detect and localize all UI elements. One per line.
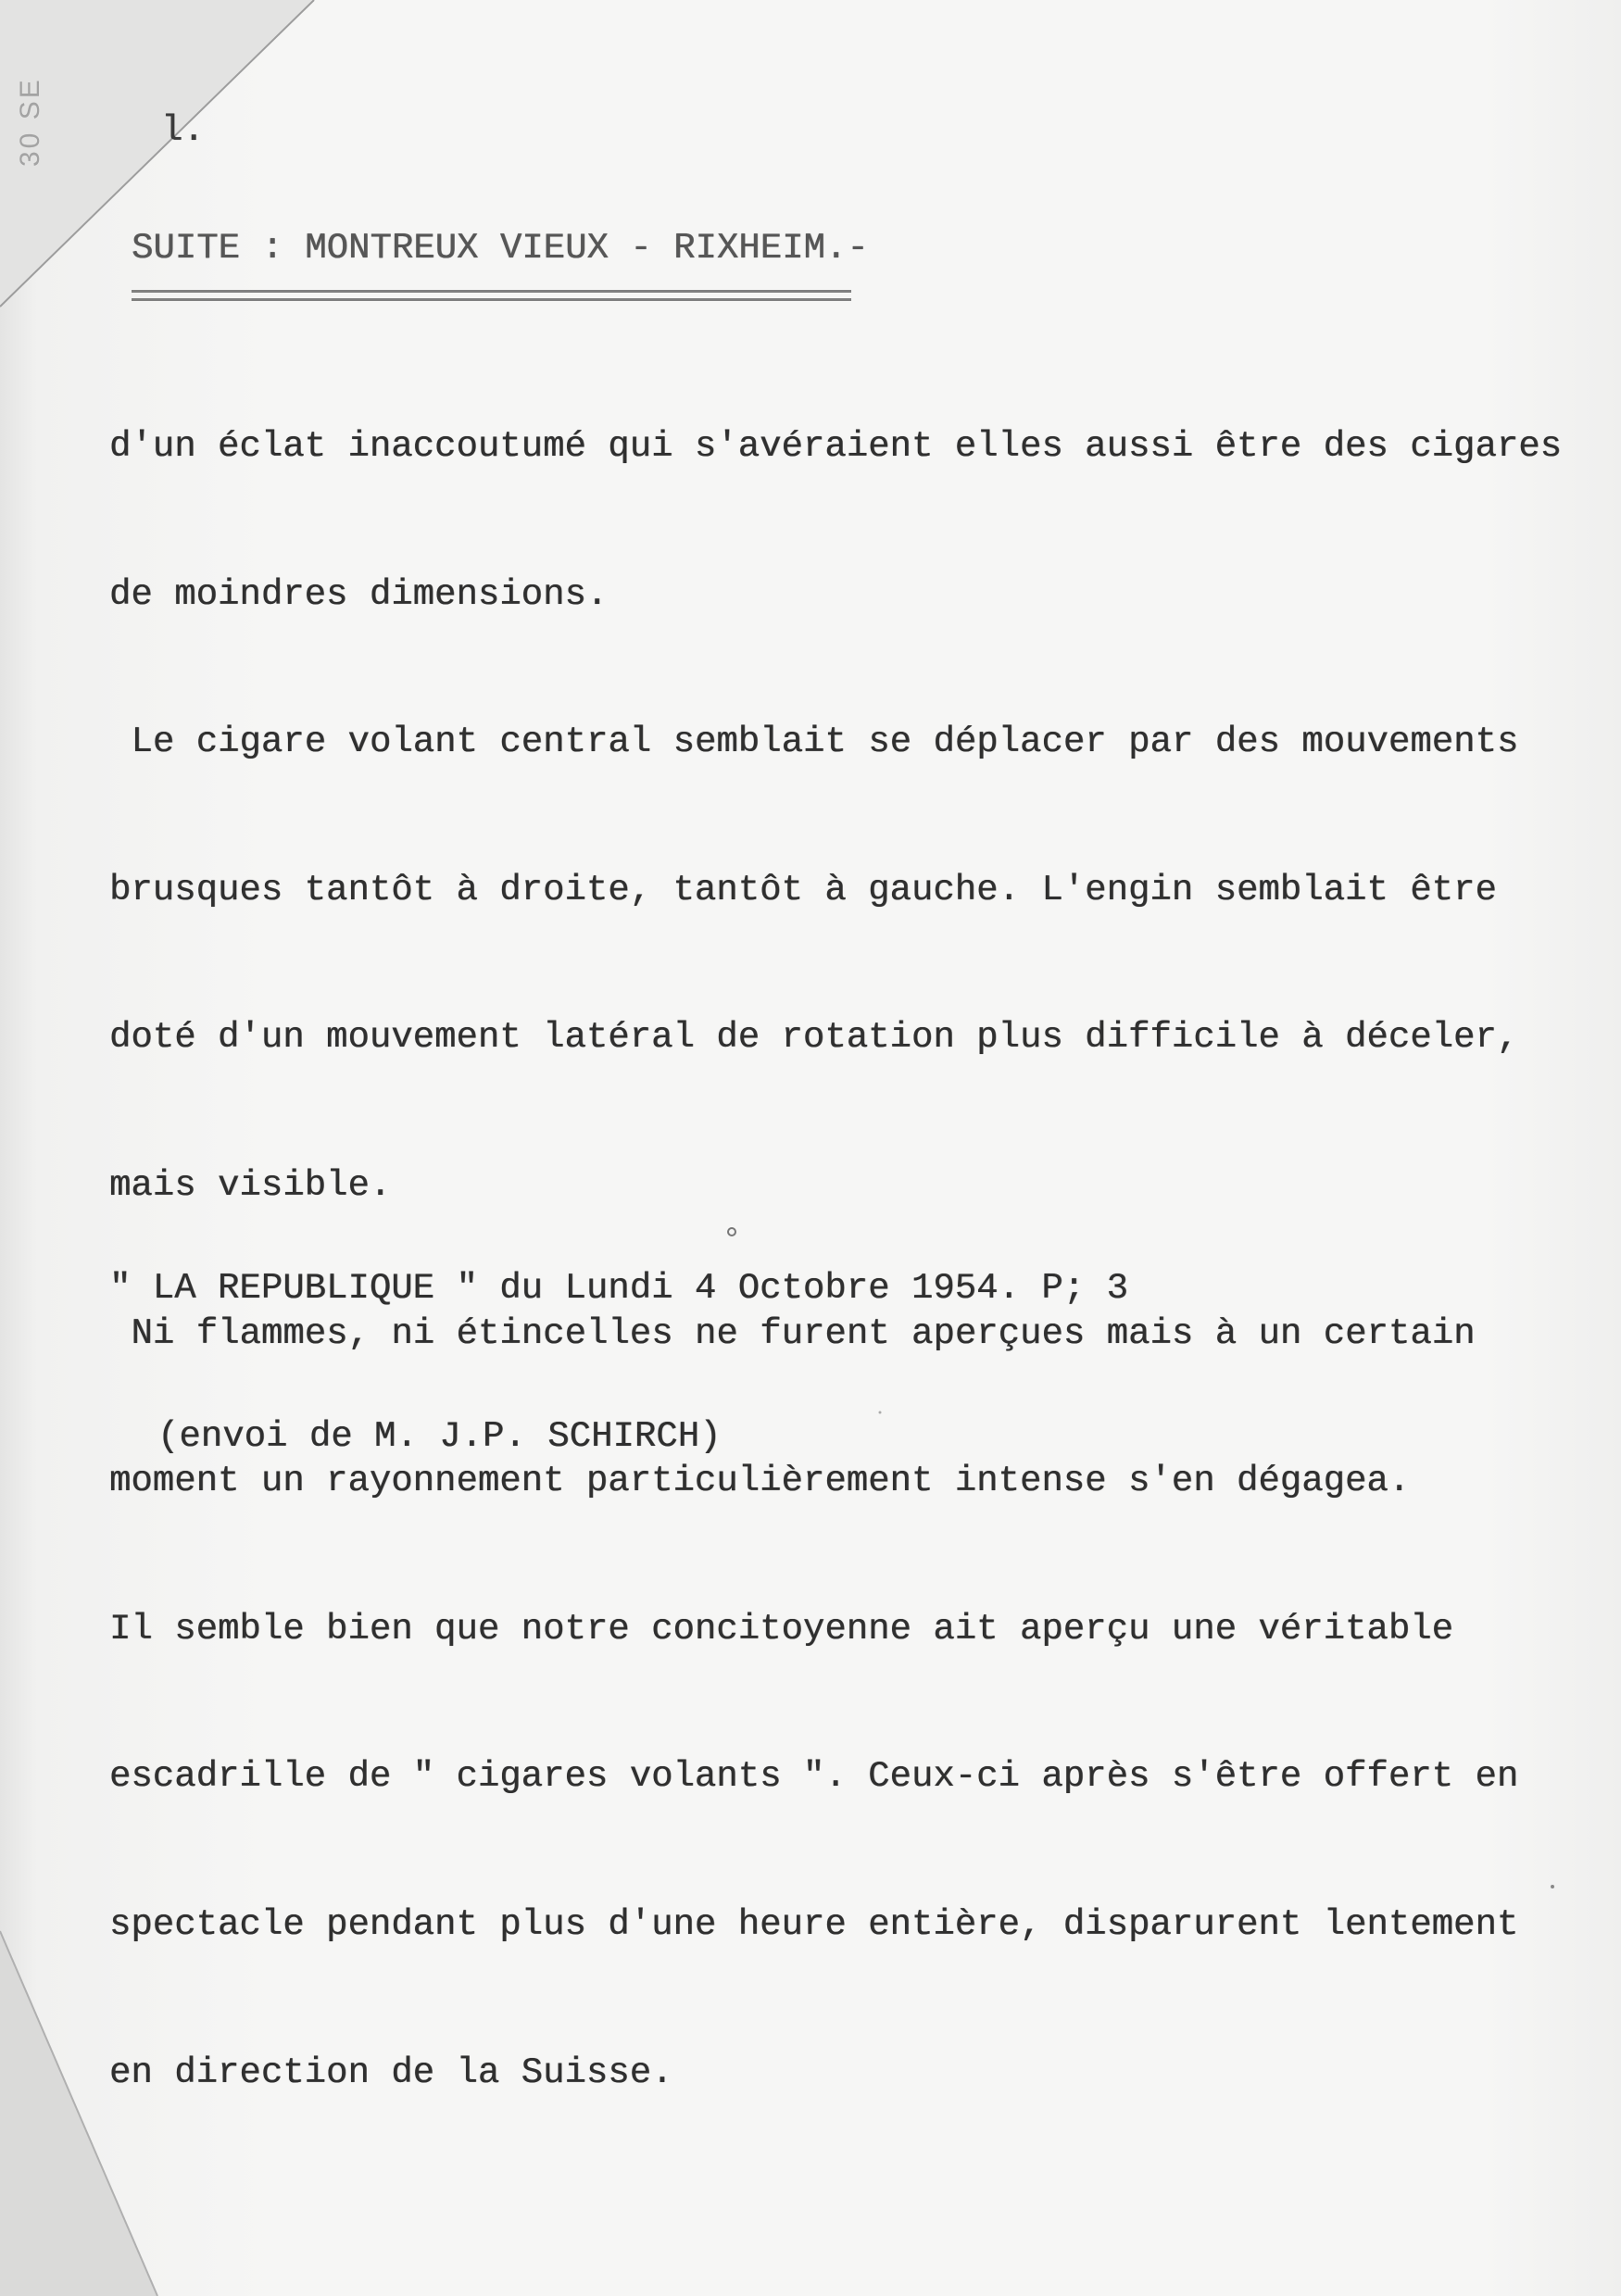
body-line: Il semble bien que notre concitoyenne ait aperçu une véritable — [109, 1608, 1454, 1650]
body-line: en direction de la Suisse. — [109, 2051, 673, 2093]
page-mark: l. — [161, 110, 205, 151]
body-line: doté d'un mouvement latéral de rotation plus difficile à déceler, — [109, 1017, 1519, 1059]
body-line: d'un éclat inaccoutumé qui s'avéraient elles aussi être des cigares — [109, 426, 1563, 467]
body-line: brusques tantôt à droite, tantôt à gauche. L'engin semblait être — [109, 869, 1497, 910]
body-line: spectacle pendant plus d'une heure entière, disparurent lentement — [109, 1903, 1519, 1945]
body-line: moment un rayonnement particulièrement intense s'en dégagea. — [109, 1461, 1411, 1502]
citation — [109, 1174, 1406, 1511]
heading: SUITE : MONTREUX VIEUX - RIXHEIM.- — [132, 228, 869, 269]
body-line: mais visible. — [109, 1164, 392, 1206]
citation-sender: (envoi de M. J.P. SCHIRCH) — [157, 1415, 722, 1457]
body-line: escadrille de " cigares volants ". Ceux-ci après s'être offert en — [109, 1756, 1519, 1798]
margin-stamp: 30 SE — [15, 77, 45, 167]
body-line: Ni flammes, ni étincelles ne furent aperçues mais à un certain — [131, 1312, 1476, 1354]
heading-underline — [132, 290, 851, 301]
citation-source: " LA REPUBLIQUE " du Lundi 4 Octobre 1954. P; 3 — [109, 1268, 1128, 1309]
body-line: de moindres dimensions. — [109, 573, 609, 615]
body-line: Le cigare volant central semblait se déplacer par des mouvements — [131, 721, 1519, 763]
